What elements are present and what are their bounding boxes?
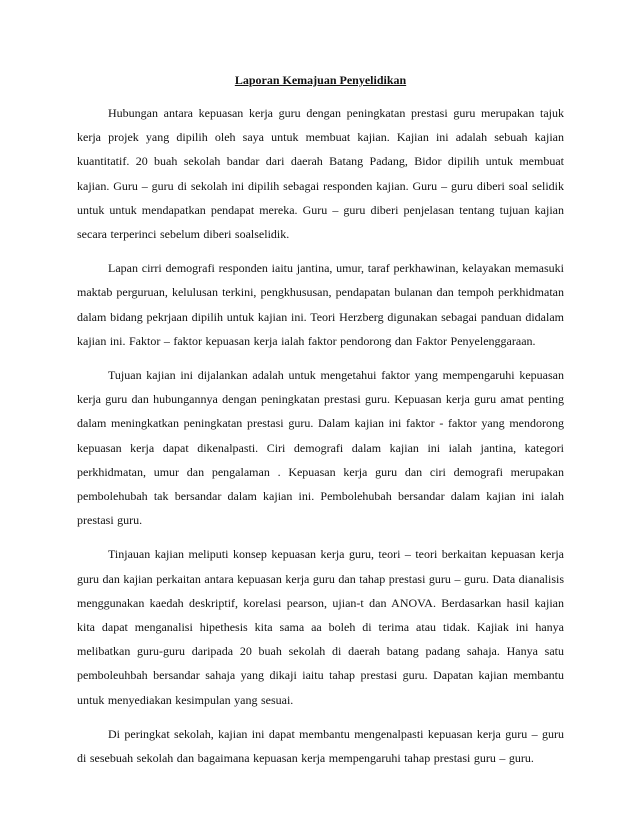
paragraph-3: Tujuan kajian ini dijalankan adalah untuk mengetahui faktor yang mempengaruhi kepuasan kerja guru dan hubungannya dengan peningkatan prestasi guru. Kepuasan kerja guru amat penting dalam meningkatkan peningkatan prestasi guru. Dalam kajian ini faktor - faktor yang mendorong kepuasan kerja dapat dikenalpasti. Ciri demografi dalam kajian ini ialah jantina, kategori perkhidmatan, umur dan pengalaman . Kepuasan kerja guru dan ciri demografi merupakan pembolehubah tak bersandar dalam kajian ini. Pembolehubah bersandar dalam kajian ini ialah prestasi guru.	[77, 368, 564, 528]
document-title: Laporan Kemajuan Penyelidikan	[234, 73, 407, 87]
paragraph-1: Hubungan antara kepuasan kerja guru dengan peningkatan prestasi guru merupakan tajuk kerja projek yang dipilih oleh saya untuk membuat kajian. Kajian ini adalah sebuah kajian kuantitatif. 20 buah sekolah bandar dari daerah Batang Padang, Bidor dipilih untuk membuat kajian. Guru – guru di sekolah ini dipilih sebagai responden kajian. Guru – guru diberi soal selidik untuk untuk mendapatkan pendapat mereka. Guru – guru diberi penjelasan tentang tujuan kajian secara terperinci sebelum diberi soalselidik.	[77, 106, 564, 242]
paragraph-2: Lapan cirri demografi responden iaitu jantina, umur, taraf perkhawinan, kelayakan memasuki maktab perguruan, kelulusan terkini, pengkhususan, pendapatan bulanan dan tempoh perkhidmatan dalam bidang pekrjaan dipilih untuk kajian ini. Teori Herzberg digunakan sebagai panduan didalam kajian ini. Faktor – faktor kepuasan kerja ialah faktor pendorong dan Faktor Penyelenggaraan.	[77, 261, 564, 348]
paragraph-5: Di peringkat sekolah, kajian ini dapat membantu mengenalpasti kepuasan kerja guru – guru di sesebuah sekolah dan bagaimana kepuasan kerja mempengaruhi tahap prestasi guru – guru.	[77, 726, 564, 766]
paragraph-4: Tinjauan kajian meliputi konsep kepuasan kerja guru, teori – teori berkaitan kepuasan kerja guru dan kajian perkaitan antara kepuasan kerja guru dan tahap prestasi guru – guru. Data dianalisis menggunakan kaedah deskriptif, korelasi pearson, ujian-t dan ANOVA. Berdasarkan hasil kajian kita dapat menganalisi hipethesis kita sama aa boleh di terima atau tidak. Kajiak ini hanya melibatkan guru-guru daripada 20 buah sekolah di daerah batang padang sahaja. Hanya satu pemboleuhbah bersandar sahaja yang dikaji iaitu tahap prestasi guru. Dapatan kajian membantu untuk menyediakan kesimpulan yang sesuai.	[77, 547, 564, 707]
